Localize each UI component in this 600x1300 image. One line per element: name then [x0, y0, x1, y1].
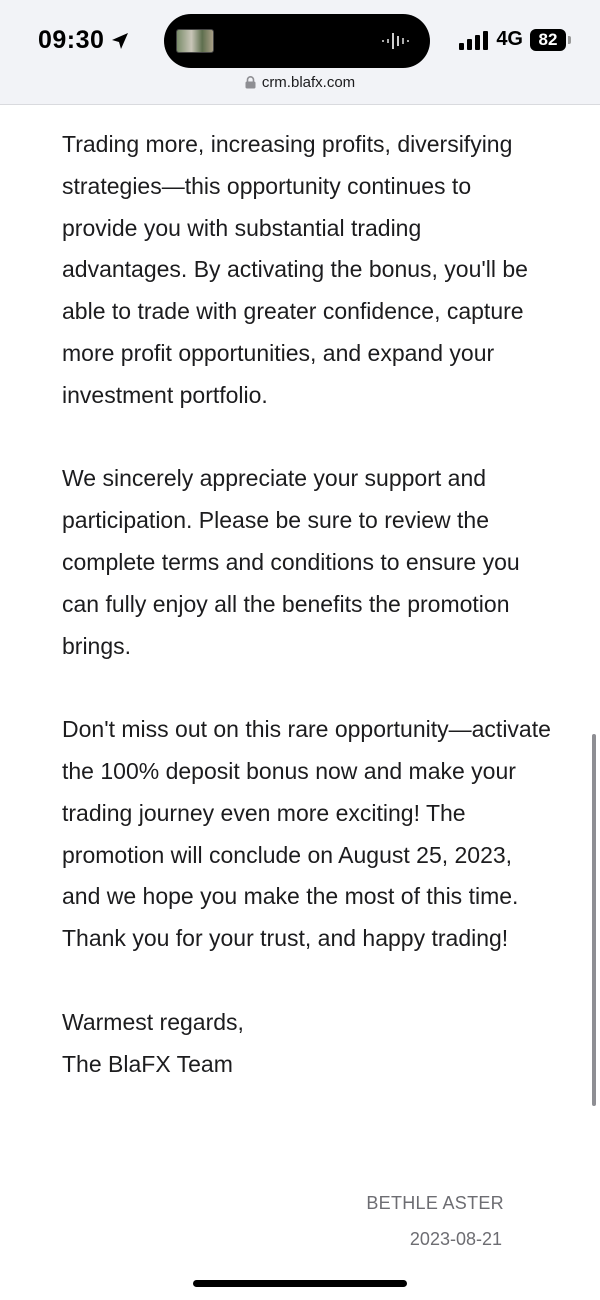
- status-indicators: [459, 28, 566, 51]
- clock: [38, 26, 130, 55]
- battery-icon: [530, 29, 566, 51]
- status-bar: [0, 0, 600, 105]
- media-thumbnail-icon: [176, 29, 214, 53]
- scrollbar[interactable]: [592, 734, 596, 1106]
- email-date: 2023-08-21: [409, 1229, 502, 1249]
- paragraph-spacer: [62, 417, 552, 459]
- sender-name: BETHLE ASTER: [366, 1193, 504, 1213]
- address-bar[interactable]: [0, 74, 600, 91]
- location-arrow-icon: [110, 31, 130, 51]
- paragraph-spacer: [62, 960, 552, 1002]
- clock-time: 09:30: [38, 26, 105, 54]
- lock-icon: [245, 76, 256, 89]
- email-paragraph: Trading more, increasing profits, diversifying strategies—this opportunity continues to provide you with substantial trading advantages. By activating the bonus, you'll be able to trade with greater confidence, capture more profit opportunities, and expand your investment portfolio.: [62, 131, 528, 408]
- email-closing: Warmest regards,: [62, 1008, 244, 1035]
- email-paragraph: We sincerely appreciate your support and participation. Please be sure to review the complete terms and conditions to ensure you can fully enjoy all the benefits the promotion brings.: [62, 465, 520, 659]
- dynamic-island[interactable]: [164, 14, 430, 68]
- battery-nub: [568, 36, 571, 44]
- network-type: 4G: [496, 28, 523, 50]
- url-text: crm.blafx.com: [261, 74, 356, 91]
- home-indicator[interactable]: [193, 1280, 407, 1287]
- email-signature: The BlaFX Team: [62, 1050, 233, 1077]
- audio-waveform-icon: [382, 31, 416, 56]
- paragraph-spacer: [62, 667, 552, 709]
- cellular-signal-icon: [459, 30, 489, 50]
- battery-level: 82: [538, 29, 558, 49]
- email-paragraph: Don't miss out on this rare opportunity—activate the 100% deposit bonus now and make your trading journey even more exciting! The promotion will conclude on August 25, 2023, and we hope you make the most of this time. Thank you for your trust, and happy trading!: [62, 716, 551, 952]
- email-body: [62, 124, 552, 1085]
